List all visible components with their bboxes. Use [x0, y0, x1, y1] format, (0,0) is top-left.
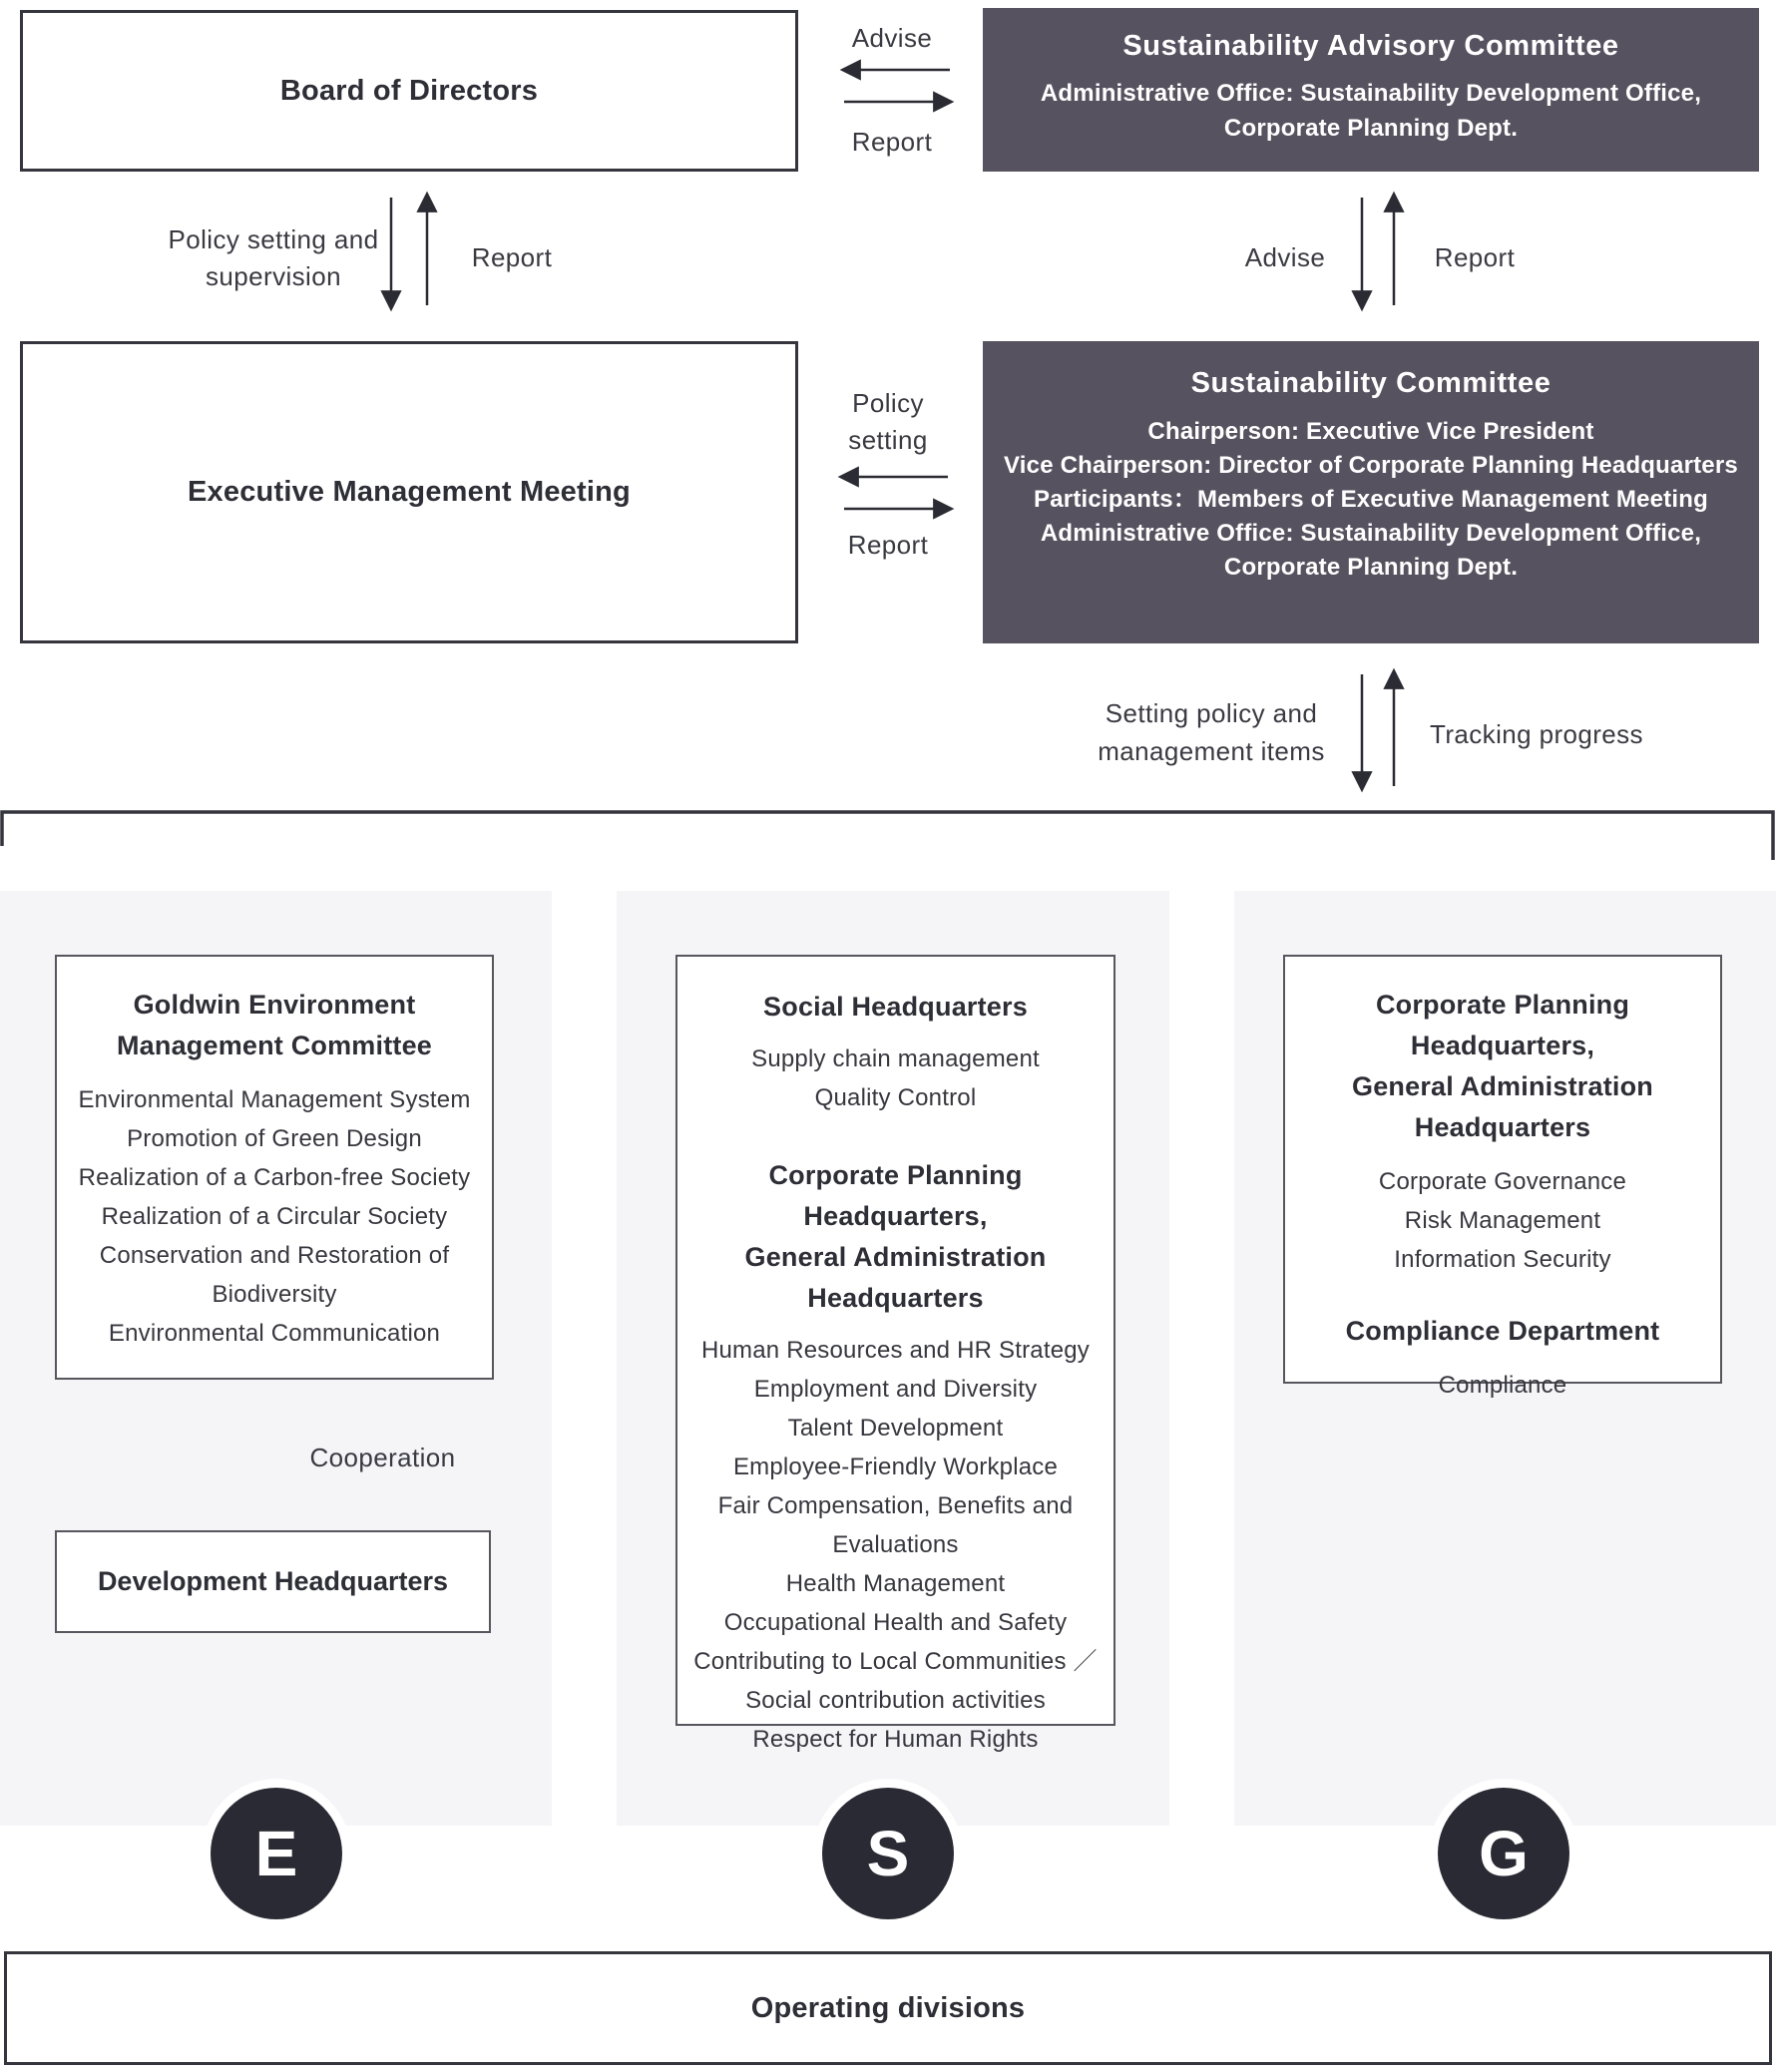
board-of-directors-box	[20, 10, 798, 172]
advisory-office: Administrative Office: Sustainability Development Office, Corporate Planning Dept.	[1040, 80, 1702, 142]
executive-title: Executive Management Meeting	[188, 476, 631, 508]
tracking-progress-label: Tracking progress	[1430, 719, 1643, 749]
badge-e-letter: E	[254, 1818, 298, 1889]
badge-g-letter: G	[1479, 1818, 1529, 1889]
social-headquarters-box	[675, 955, 1115, 1753]
goldwin-environment-management-committee-box	[55, 955, 494, 1380]
policy-supervision-label: Policy setting and supervision	[168, 224, 379, 291]
compliance-items	[1285, 1366, 1720, 1405]
operating-title: Operating divisions	[750, 1991, 1026, 2024]
policy-setting-label: Policy setting	[848, 388, 928, 455]
gov-item: Compliance	[1438, 1372, 1567, 1399]
advisory-title: Sustainability Advisory Committee	[1122, 30, 1619, 62]
social-item: Health Management	[785, 1570, 1006, 1597]
env-item: Realization of a Circular Society	[101, 1203, 448, 1230]
social-item: Contributing to Local Communities ／ Social contribution activities	[693, 1648, 1098, 1714]
corporate-planning-general-admin-box	[1283, 955, 1722, 1399]
social-title: Social Headquarters	[763, 992, 1028, 1022]
committee-admin-office: Administrative Office: Sustainability Development Office, Corporate Planning Dept.	[1040, 520, 1702, 581]
social-item: Supply chain management	[751, 1045, 1040, 1072]
committee-details	[983, 415, 1759, 585]
gov-items	[1285, 1162, 1720, 1279]
env-items	[57, 1080, 492, 1353]
gov-item: Information Security	[1394, 1246, 1611, 1273]
setting-policy-label: Setting policy and management items	[1098, 698, 1325, 766]
social-item: Quality Control	[814, 1084, 977, 1111]
gov-item: Corporate Governance	[1378, 1168, 1627, 1195]
gov-title-line3: Headquarters	[1414, 1112, 1591, 1142]
esg-container-frame	[2, 812, 1773, 860]
sustainability-advisory-committee-box	[983, 8, 1759, 172]
committee-participants: Participants：Members of Executive Management Meeting	[1034, 486, 1708, 513]
committee-chairperson: Chairperson: Executive Vice President	[1147, 418, 1594, 445]
gov-title	[1285, 985, 1720, 1148]
social-item: Employee-Friendly Workplace	[732, 1453, 1059, 1480]
esg-badge-g	[1438, 1788, 1569, 1919]
env-title	[57, 985, 492, 1066]
social-items-1	[677, 1039, 1113, 1117]
social-item: Human Resources and HR Strategy	[700, 1337, 1091, 1364]
env-item: Promotion of Green Design	[127, 1125, 422, 1152]
social-subtitle-line2: General Administration	[744, 1242, 1047, 1272]
operating-divisions-box	[4, 1951, 1772, 2065]
env-title-line2: Management Committee	[116, 1031, 433, 1060]
gov-title-line1: Corporate Planning Headquarters,	[1375, 990, 1630, 1060]
env-item: Environmental Communication	[108, 1320, 441, 1347]
social-item: Fair Compensation, Benefits and Evaluations	[717, 1492, 1074, 1558]
social-subtitle-line1: Corporate Planning Headquarters,	[768, 1160, 1023, 1231]
executive-management-meeting-box	[20, 341, 798, 643]
report-exec-label: Report	[847, 530, 929, 560]
social-items-2	[677, 1331, 1113, 1759]
social-item: Respect for Human Rights	[752, 1726, 1039, 1753]
report-top-label: Report	[851, 127, 933, 157]
gov-item: Risk Management	[1404, 1207, 1601, 1234]
env-item: Environmental Management System	[78, 1086, 471, 1113]
report-committee-label: Report	[1434, 242, 1516, 272]
social-subtitle-line3: Headquarters	[807, 1283, 984, 1313]
report-board-label: Report	[471, 242, 553, 272]
badge-s-letter: S	[866, 1818, 910, 1889]
compliance-department-title: Compliance Department	[1345, 1316, 1660, 1346]
env-item: Conservation and Restoration of Biodiversity	[99, 1242, 450, 1308]
dev-title: Development Headquarters	[97, 1566, 449, 1596]
esg-badge-s	[822, 1788, 954, 1919]
committee-title: Sustainability Committee	[1190, 367, 1552, 399]
cooperation-label: Cooperation	[309, 1443, 456, 1472]
env-item: Realization of a Carbon-free Society	[78, 1164, 471, 1191]
gov-title-line2: General Administration	[1352, 1071, 1653, 1101]
sustainability-committee-box	[983, 341, 1759, 643]
board-title: Board of Directors	[279, 74, 539, 107]
env-title-line1: Goldwin Environment	[133, 990, 416, 1020]
esg-badge-e	[211, 1788, 342, 1919]
social-subtitle	[677, 1155, 1113, 1319]
committee-vice-chairperson: Vice Chairperson: Director of Corporate Planning Headquarters	[1004, 452, 1738, 479]
development-headquarters-box	[55, 1530, 491, 1633]
social-item: Employment and Diversity	[753, 1376, 1038, 1403]
social-item: Occupational Health and Safety	[723, 1609, 1068, 1636]
social-item: Talent Development	[787, 1415, 1004, 1442]
advise-committee-label: Advise	[1244, 242, 1326, 272]
advise-top-label: Advise	[851, 23, 933, 53]
